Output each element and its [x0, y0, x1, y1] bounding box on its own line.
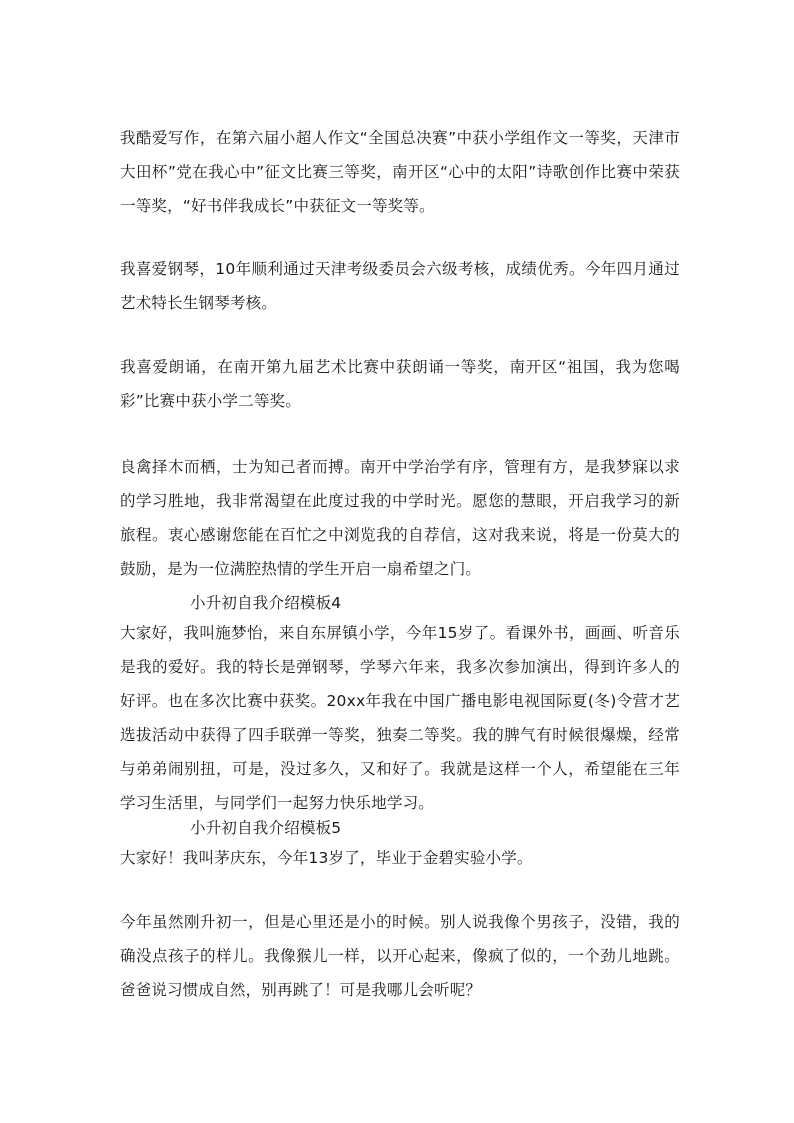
- paragraph-piano: 我喜爱钢琴，10年顺利通过天津考级委员会六级考核，成绩优秀。今年四月通过艺术特长生钢琴考核。: [120, 260, 680, 312]
- template4-heading: 小升初自我介绍模板4: [190, 594, 342, 612]
- template5-heading: 小升初自我介绍模板5: [190, 819, 342, 837]
- paragraph-recitation: 我喜爱朗诵，在南开第九届艺术比赛中获朗诵一等奖，南开区“祖国，我为您喝彩”比赛中获小学二等奖。: [120, 358, 680, 410]
- paragraph-closing: 良禽择木而栖，士为知己者而搏。南开中学治学有序，管理有方，是我梦寐以求的学习胜地，我非常渴望在此度过我的中学时光。愿您的慧眼，开启我学习的新旅程。衷心感谢您能在百忙之中浏览我的自荐信，这对我来说，将是一份莫大的鼓励，是为一位满腔热情的学生开启一扇希望之门。: [120, 458, 680, 578]
- paragraph-writing-awards: 我酷爱写作，在第六届小超人作文“全国总决赛”中获小学组作文一等奖，天津市大田杯”党在我心中”征文比赛三等奖，南开区“心中的太阳”诗歌创作比赛中荣获一等奖，“好书伴我成长”中获征文一等奖等。: [120, 129, 680, 215]
- template5-body: 今年虽然刚升初一，但是心里还是小的时候。别人说我像个男孩子，没错，我的确没点孩子的样儿。我像猴儿一样，以开心起来，像疯了似的，一个劲儿地跳。爸爸说习惯成自然，别再跳了！可是我哪儿会听呢？: [120, 913, 680, 999]
- template5-intro: 大家好！我叫茅庆东，今年13岁了，毕业于金碧实验小学。: [120, 849, 533, 867]
- template4-body: 大家好，我叫施梦怡，来自东屏镇小学，今年15岁了。看课外书，画画、听音乐是我的爱好。我的特长是弹钢琴，学琴六年来，我多次参加演出，得到许多人的好评。也在多次比赛中获奖。20xx年我在中国广播电影电视国际夏(冬)令营才艺选拔活动中获得了四手联弹一等奖，独奏二等奖。我的脾气有时候很爆燥，经常与弟弟闹别扭，可是，没过多久，又和好了。我就是这样一个人，希望能在三年学习生活里，与同学们一起努力快乐地学习。: [120, 624, 680, 812]
